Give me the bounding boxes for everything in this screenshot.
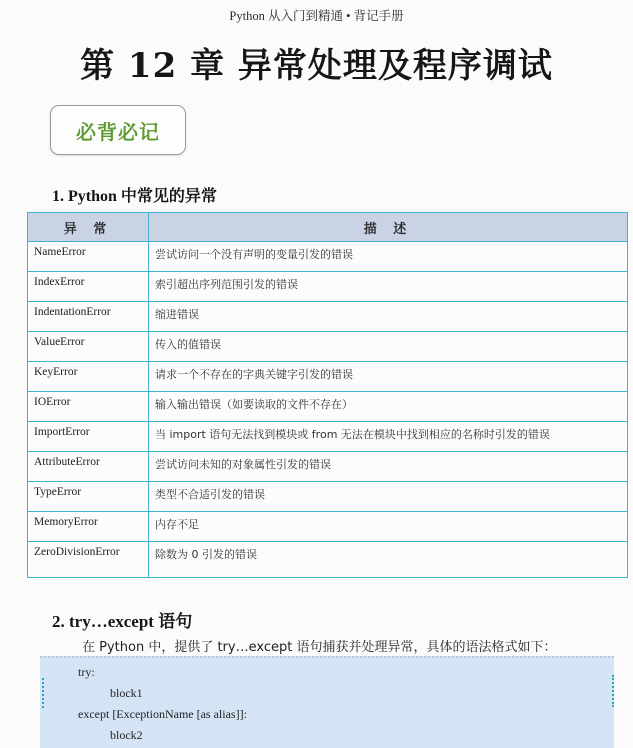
exception-name: MemoryError xyxy=(28,512,149,542)
code-line: block1 xyxy=(110,686,143,700)
code-line: block2 xyxy=(110,728,143,742)
exception-name: KeyError xyxy=(28,362,149,392)
exception-description: 除数为 0 引发的错误 xyxy=(149,542,628,578)
column-header-exception: 异 常 xyxy=(28,213,149,242)
badge-label: 必背必记 xyxy=(76,119,160,144)
exception-name: IOError xyxy=(28,392,149,422)
table-row xyxy=(28,362,628,392)
section-heading-common-exceptions: 1. Python 中常见的异常 xyxy=(52,188,217,205)
chapter-title: 第 12 章 异常处理及程序调试 xyxy=(80,46,553,86)
running-header: Python 从入门到精通 • 背记手册 xyxy=(229,9,404,23)
table-row xyxy=(28,392,628,422)
section-heading-try-except: 2. try…except 语句 xyxy=(52,612,193,631)
exception-description: 当 import 语句无法找到模块或 from 无法在模块中找到相应的名称时引发的错误 xyxy=(149,422,628,452)
table-row xyxy=(28,242,628,272)
table-row xyxy=(28,452,628,482)
must-remember-badge xyxy=(50,105,186,155)
exception-name: AttributeError xyxy=(28,452,149,482)
code-line: except [ExceptionName [as alias]]: xyxy=(78,707,247,721)
exception-name: ZeroDivisionError xyxy=(28,542,149,578)
code-line: try: xyxy=(78,665,95,679)
exception-description: 输入输出错误（如要读取的文件不存在） xyxy=(149,392,628,422)
exception-description: 类型不合适引发的错误 xyxy=(149,482,628,512)
exception-description: 尝试访问一个没有声明的变量引发的错误 xyxy=(149,242,628,272)
intro-paragraph: 在 Python 中，提供了 try…except 语句捕获并处理异常，具体的语法格式如下： xyxy=(82,640,557,655)
exception-description: 传入的值错误 xyxy=(149,332,628,362)
exception-description: 尝试访问未知的对象属性引发的错误 xyxy=(149,452,628,482)
exception-name: TypeError xyxy=(28,482,149,512)
exception-name: ImportError xyxy=(28,422,149,452)
table-row xyxy=(28,332,628,362)
exception-name: NameError xyxy=(28,242,149,272)
table-row xyxy=(28,422,628,452)
code-block-left-marker xyxy=(42,678,46,708)
table-row xyxy=(28,302,628,332)
exception-description: 内存不足 xyxy=(149,512,628,542)
exception-name: ValueError xyxy=(28,332,149,362)
table-row xyxy=(28,542,628,578)
table-row xyxy=(28,482,628,512)
exceptions-table xyxy=(27,212,628,578)
exception-name: IndentationError xyxy=(28,302,149,332)
exception-description: 请求一个不存在的字典关键字引发的错误 xyxy=(149,362,628,392)
exception-description: 索引超出序列范围引发的错误 xyxy=(149,272,628,302)
table-header-row xyxy=(28,213,628,242)
code-block-right-marker xyxy=(612,675,616,707)
table-row xyxy=(28,512,628,542)
exception-description: 缩进错误 xyxy=(149,302,628,332)
exception-name: IndexError xyxy=(28,272,149,302)
table-row xyxy=(28,272,628,302)
column-header-description: 描 述 xyxy=(149,213,628,242)
